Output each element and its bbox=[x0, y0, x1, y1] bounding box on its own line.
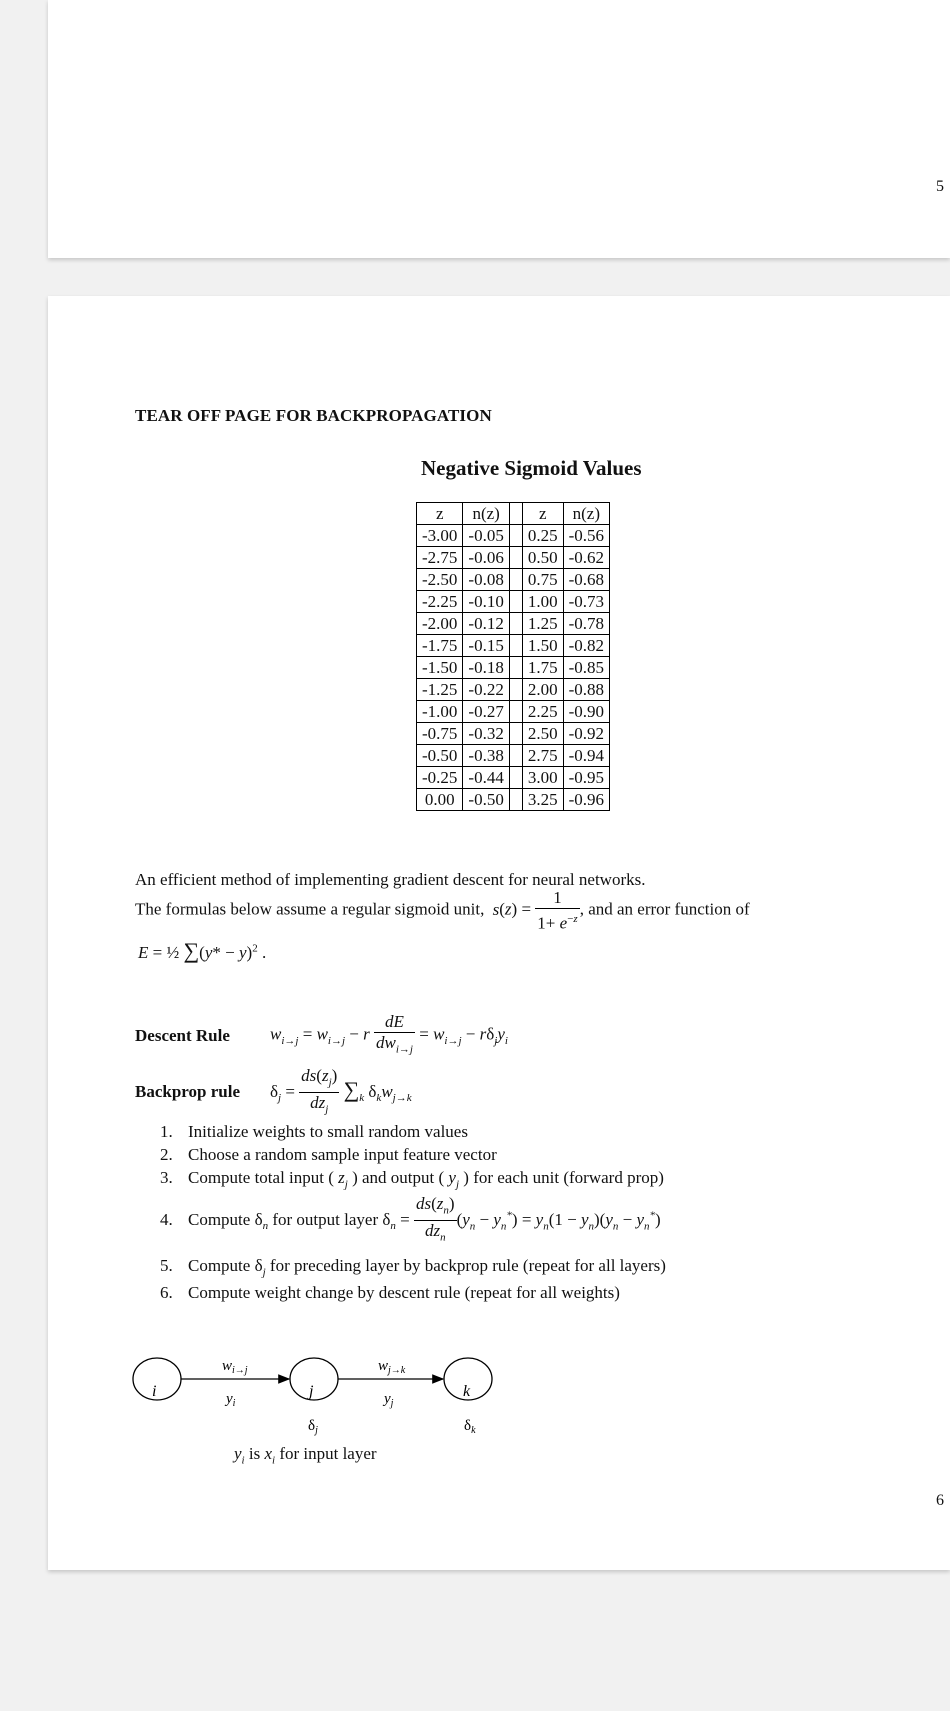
table-cell: -3.00 bbox=[417, 525, 463, 547]
table-gap bbox=[509, 525, 522, 547]
table-row bbox=[417, 789, 610, 811]
table-gap bbox=[509, 745, 522, 767]
table-cell: -2.00 bbox=[417, 613, 463, 635]
diagram-caption: $y_i$ is $x_i$ for input layer bbox=[234, 1444, 377, 1467]
table-cell: -0.68 bbox=[563, 569, 609, 591]
table-gap bbox=[509, 679, 522, 701]
page-heading: TEAR OFF PAGE FOR BACKPROPAGATION bbox=[135, 406, 492, 425]
table-header: n(z) bbox=[463, 503, 509, 525]
step-6: 6. Compute weight change by descent rule (repeat for all weights) bbox=[160, 1283, 620, 1302]
table-row bbox=[417, 657, 610, 679]
table-row bbox=[417, 569, 610, 591]
descent-rule-formula: $w_{i\to j} = w_{i\to j} - r$ $\frac{dE}{dw_{i\to j}}$ = $w_{i\to j} - r\delta_jy_i$ bbox=[270, 1012, 508, 1056]
table-gap bbox=[509, 503, 522, 525]
table-gap bbox=[509, 591, 522, 613]
table-cell: -0.85 bbox=[563, 657, 609, 679]
table-gap bbox=[509, 569, 522, 591]
table-gap bbox=[509, 723, 522, 745]
table-gap bbox=[509, 657, 522, 679]
table-cell: -0.88 bbox=[563, 679, 609, 701]
table-cell: 0.75 bbox=[522, 569, 563, 591]
error-function: E = ½ $\sum(y* - y)^2$ . bbox=[138, 938, 267, 963]
table-row bbox=[417, 723, 610, 745]
table-row bbox=[417, 745, 610, 767]
table-gap bbox=[509, 635, 522, 657]
table-header: z bbox=[522, 503, 563, 525]
table-cell: 0.50 bbox=[522, 547, 563, 569]
table-header: n(z) bbox=[563, 503, 609, 525]
table-cell: 3.25 bbox=[522, 789, 563, 811]
svg-text:δk: $\delta_k$ bbox=[464, 1418, 476, 1436]
table-cell: -1.25 bbox=[417, 679, 463, 701]
table-cell: 1.75 bbox=[522, 657, 563, 679]
table-cell: -2.25 bbox=[417, 591, 463, 613]
descent-rule-label: Descent Rule bbox=[135, 1026, 230, 1045]
step-5: 5. Compute $\delta_j$ for preceding layer by backprop rule (repeat for all layers) bbox=[160, 1256, 666, 1279]
table-cell: -0.05 bbox=[463, 525, 509, 547]
svg-text:yi: $y_i$ bbox=[226, 1391, 236, 1409]
previous-page bbox=[48, 0, 950, 258]
node-i-label: i bbox=[152, 1383, 157, 1400]
table-row bbox=[417, 701, 610, 723]
table-cell: 3.00 bbox=[522, 767, 563, 789]
intro-line-1: An efficient method of implementing gradient descent for neural networks. bbox=[135, 870, 646, 889]
table-cell: -0.92 bbox=[563, 723, 609, 745]
step-3: 3. Compute total input ( $z_j$ ) and output ( $y_j$ ) for each unit (forward prop) bbox=[160, 1168, 664, 1191]
backprop-rule-formula: $\delta_j$ = $\frac{ds(z_j)}{dz_j}$ $\sum_k$ $\delta_kw_{j\to k}$ bbox=[270, 1066, 412, 1116]
svg-text:wj→k: $w_{j\to k}$ bbox=[378, 1358, 406, 1376]
table-cell: -0.44 bbox=[463, 767, 509, 789]
table-cell: -0.96 bbox=[563, 789, 609, 811]
table-cell: 0.25 bbox=[522, 525, 563, 547]
svg-text:wi→j: $w_{i\to j}$ bbox=[222, 1358, 248, 1376]
table-cell: 1.25 bbox=[522, 613, 563, 635]
table-cell: -1.00 bbox=[417, 701, 463, 723]
table-gap bbox=[509, 789, 522, 811]
step-2: 2. Choose a random sample input feature vector bbox=[160, 1145, 497, 1164]
table-cell: -0.10 bbox=[463, 591, 509, 613]
table-row bbox=[417, 525, 610, 547]
table-cell: 1.50 bbox=[522, 635, 563, 657]
table-cell: 2.50 bbox=[522, 723, 563, 745]
table-row bbox=[417, 613, 610, 635]
table-cell: -0.50 bbox=[417, 745, 463, 767]
table-cell: -1.50 bbox=[417, 657, 463, 679]
table-cell: -0.78 bbox=[563, 613, 609, 635]
table-row bbox=[417, 635, 610, 657]
table-cell: -0.90 bbox=[563, 701, 609, 723]
table-row bbox=[417, 547, 610, 569]
table-cell: -0.73 bbox=[563, 591, 609, 613]
table-gap bbox=[509, 767, 522, 789]
table-cell: -2.50 bbox=[417, 569, 463, 591]
intro-line-2: The formulas below assume a regular sigmoid unit, s(z) = $\frac{1}{1+ e^{-z}}$ , and an error function of bbox=[135, 888, 750, 933]
current-page bbox=[48, 296, 950, 1570]
table-cell: -0.12 bbox=[463, 613, 509, 635]
table-cell: 2.00 bbox=[522, 679, 563, 701]
intro-line-2-post: , and an error function of bbox=[579, 899, 750, 919]
table-cell: -0.32 bbox=[463, 723, 509, 745]
svg-text:δj: $\delta_j$ bbox=[308, 1418, 318, 1436]
step-4: 4. Compute $\delta_n$ for output layer $\delta_n$ = $\frac{ds(z_n)}{dz_n}$ $(y_n - y_n^*) = y_n(1 - y_n)(y_n - y_n^*)$ bbox=[160, 1194, 661, 1244]
table-cell: 2.75 bbox=[522, 745, 563, 767]
table-cell: -0.25 bbox=[417, 767, 463, 789]
sigmoid-formula: s bbox=[492, 899, 500, 919]
intro-line-2-pre: The formulas below assume a regular sigmoid unit, bbox=[135, 899, 485, 919]
table-cell: -0.75 bbox=[417, 723, 463, 745]
sigmoid-table bbox=[416, 502, 610, 811]
table-cell: -0.27 bbox=[463, 701, 509, 723]
table-cell: -0.06 bbox=[463, 547, 509, 569]
table-row bbox=[417, 591, 610, 613]
node-k-label: k bbox=[463, 1383, 471, 1400]
table-header-row bbox=[417, 503, 610, 525]
page-number: 5 bbox=[936, 178, 944, 195]
table-gap bbox=[509, 701, 522, 723]
table-gap bbox=[509, 613, 522, 635]
table-cell: 1.00 bbox=[522, 591, 563, 613]
node-i bbox=[133, 1358, 181, 1400]
table-cell: -0.08 bbox=[463, 569, 509, 591]
table-cell: -0.82 bbox=[563, 635, 609, 657]
table-cell: -0.50 bbox=[463, 789, 509, 811]
table-cell: -0.94 bbox=[563, 745, 609, 767]
table-row bbox=[417, 679, 610, 701]
table-cell: -0.62 bbox=[563, 547, 609, 569]
table-cell: -0.56 bbox=[563, 525, 609, 547]
sigmoid-fraction: $\frac{1}{1+ e^{-z}}$ bbox=[537, 888, 578, 933]
table-header: z bbox=[417, 503, 463, 525]
svg-text:yj: $y_j$ bbox=[384, 1391, 394, 1409]
network-diagram bbox=[128, 1346, 558, 1436]
table-cell: 0.00 bbox=[417, 789, 463, 811]
step-1: 1. Initialize weights to small random values bbox=[160, 1122, 468, 1141]
table-cell: -0.95 bbox=[563, 767, 609, 789]
node-j bbox=[290, 1358, 338, 1400]
table-title: Negative Sigmoid Values bbox=[421, 456, 642, 480]
table-cell: -0.15 bbox=[463, 635, 509, 657]
table-cell: -2.75 bbox=[417, 547, 463, 569]
table-gap bbox=[509, 547, 522, 569]
backprop-rule-label: Backprop rule bbox=[135, 1082, 241, 1101]
page-number: 6 bbox=[936, 1492, 944, 1509]
table-cell: 2.25 bbox=[522, 701, 563, 723]
table-row bbox=[417, 767, 610, 789]
node-j-label: j bbox=[309, 1383, 314, 1400]
table-cell: -1.75 bbox=[417, 635, 463, 657]
table-cell: -0.18 bbox=[463, 657, 509, 679]
table-cell: -0.22 bbox=[463, 679, 509, 701]
table-cell: -0.38 bbox=[463, 745, 509, 767]
